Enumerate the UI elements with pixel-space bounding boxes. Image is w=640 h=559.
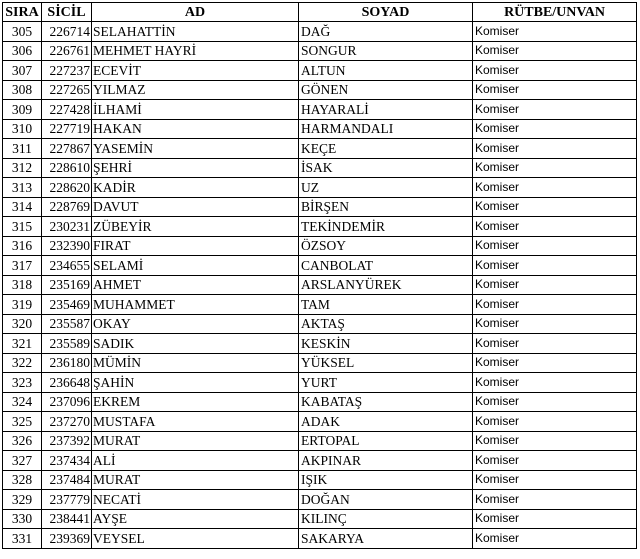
cell-rutbe: Komiser	[473, 509, 637, 529]
table-row	[3, 373, 637, 393]
cell-sicil: 237270	[42, 412, 92, 432]
cell-rutbe: Komiser	[473, 41, 637, 61]
cell-sira: 321	[3, 334, 42, 354]
cell-sira: 324	[3, 392, 42, 412]
cell-sira: 325	[3, 412, 42, 432]
cell-ad: EKREM	[92, 392, 299, 412]
cell-ad: FIRAT	[92, 236, 299, 256]
cell-rutbe: Komiser	[473, 178, 637, 198]
cell-soyad: DOĞAN	[299, 490, 473, 510]
cell-sicil: 236180	[42, 353, 92, 373]
cell-sicil: 239369	[42, 529, 92, 549]
cell-sicil: 230231	[42, 217, 92, 237]
table-row	[3, 470, 637, 490]
cell-sira: 314	[3, 197, 42, 217]
table-row	[3, 392, 637, 412]
personnel-list-sheet	[2, 2, 637, 549]
cell-sira: 329	[3, 490, 42, 510]
cell-ad: MURAT	[92, 470, 299, 490]
cell-rutbe: Komiser	[473, 119, 637, 139]
table-row	[3, 41, 637, 61]
cell-sira: 319	[3, 295, 42, 315]
cell-soyad: YURT	[299, 373, 473, 393]
cell-rutbe: Komiser	[473, 470, 637, 490]
cell-ad: VEYSEL	[92, 529, 299, 549]
cell-soyad: ÖZSOY	[299, 236, 473, 256]
cell-soyad: GÖNEN	[299, 80, 473, 100]
cell-ad: MEHMET HAYRİ	[92, 41, 299, 61]
cell-sira: 308	[3, 80, 42, 100]
cell-ad: SELAHATTİN	[92, 22, 299, 42]
table-row	[3, 217, 637, 237]
cell-sira: 322	[3, 353, 42, 373]
cell-rutbe: Komiser	[473, 139, 637, 159]
cell-sira: 317	[3, 256, 42, 276]
cell-rutbe: Komiser	[473, 392, 637, 412]
cell-soyad: AKPINAR	[299, 451, 473, 471]
table-row	[3, 334, 637, 354]
header-sicil: SİCİL	[42, 3, 92, 22]
cell-sicil: 226761	[42, 41, 92, 61]
cell-rutbe: Komiser	[473, 61, 637, 81]
cell-soyad: AKTAŞ	[299, 314, 473, 334]
cell-rutbe: Komiser	[473, 217, 637, 237]
cell-sira: 312	[3, 158, 42, 178]
cell-ad: ZÜBEYİR	[92, 217, 299, 237]
cell-soyad: DAĞ	[299, 22, 473, 42]
cell-soyad: SAKARYA	[299, 529, 473, 549]
cell-soyad: ADAK	[299, 412, 473, 432]
cell-soyad: TAM	[299, 295, 473, 315]
cell-rutbe: Komiser	[473, 100, 637, 120]
header-soyad: SOYAD	[299, 3, 473, 22]
cell-ad: DAVUT	[92, 197, 299, 217]
cell-ad: ECEVİT	[92, 61, 299, 81]
cell-sicil: 227265	[42, 80, 92, 100]
cell-rutbe: Komiser	[473, 197, 637, 217]
cell-sicil: 228610	[42, 158, 92, 178]
cell-rutbe: Komiser	[473, 275, 637, 295]
cell-ad: MUHAMMET	[92, 295, 299, 315]
cell-rutbe: Komiser	[473, 353, 637, 373]
table-row	[3, 431, 637, 451]
cell-rutbe: Komiser	[473, 295, 637, 315]
cell-sicil: 237484	[42, 470, 92, 490]
table-row	[3, 256, 637, 276]
cell-sicil: 237096	[42, 392, 92, 412]
cell-rutbe: Komiser	[473, 529, 637, 549]
cell-soyad: ARSLANYÜREK	[299, 275, 473, 295]
cell-rutbe: Komiser	[473, 80, 637, 100]
cell-ad: MÜMİN	[92, 353, 299, 373]
cell-sira: 331	[3, 529, 42, 549]
cell-sira: 305	[3, 22, 42, 42]
cell-rutbe: Komiser	[473, 22, 637, 42]
cell-sicil: 226714	[42, 22, 92, 42]
cell-ad: ALİ	[92, 451, 299, 471]
cell-sicil: 227867	[42, 139, 92, 159]
cell-sicil: 227428	[42, 100, 92, 120]
cell-ad: NECATİ	[92, 490, 299, 510]
cell-sira: 323	[3, 373, 42, 393]
table-row	[3, 295, 637, 315]
table-row	[3, 529, 637, 549]
cell-ad: İLHAMİ	[92, 100, 299, 120]
cell-sira: 306	[3, 41, 42, 61]
cell-rutbe: Komiser	[473, 158, 637, 178]
cell-ad: AHMET	[92, 275, 299, 295]
cell-soyad: CANBOLAT	[299, 256, 473, 276]
cell-sicil: 236648	[42, 373, 92, 393]
table-row	[3, 80, 637, 100]
cell-soyad: HARMANDALI	[299, 119, 473, 139]
header-row	[3, 3, 637, 22]
cell-soyad: KILINÇ	[299, 509, 473, 529]
cell-rutbe: Komiser	[473, 314, 637, 334]
table-row	[3, 451, 637, 471]
cell-rutbe: Komiser	[473, 451, 637, 471]
cell-sicil: 232390	[42, 236, 92, 256]
table-row	[3, 412, 637, 432]
cell-sira: 315	[3, 217, 42, 237]
cell-soyad: ERTOPAL	[299, 431, 473, 451]
cell-sicil: 235589	[42, 334, 92, 354]
cell-sicil: 235469	[42, 295, 92, 315]
table-row	[3, 100, 637, 120]
cell-ad: MUSTAFA	[92, 412, 299, 432]
table-row	[3, 22, 637, 42]
cell-sira: 310	[3, 119, 42, 139]
cell-sira: 318	[3, 275, 42, 295]
header-rutbe: RÜTBE/UNVAN	[473, 3, 637, 22]
cell-soyad: BİRŞEN	[299, 197, 473, 217]
cell-soyad: KEÇE	[299, 139, 473, 159]
cell-soyad: KABATAŞ	[299, 392, 473, 412]
table-row	[3, 353, 637, 373]
cell-sicil: 238441	[42, 509, 92, 529]
cell-rutbe: Komiser	[473, 412, 637, 432]
header-ad: AD	[92, 3, 299, 22]
cell-ad: KADİR	[92, 178, 299, 198]
table-row	[3, 236, 637, 256]
cell-soyad: HAYARALİ	[299, 100, 473, 120]
cell-ad: HAKAN	[92, 119, 299, 139]
cell-sira: 327	[3, 451, 42, 471]
table-row	[3, 275, 637, 295]
table-row	[3, 314, 637, 334]
cell-sira: 311	[3, 139, 42, 159]
cell-ad: SADIK	[92, 334, 299, 354]
table-row	[3, 139, 637, 159]
cell-rutbe: Komiser	[473, 236, 637, 256]
personnel-table	[2, 2, 637, 549]
cell-sira: 320	[3, 314, 42, 334]
cell-sira: 326	[3, 431, 42, 451]
cell-ad: ŞAHİN	[92, 373, 299, 393]
cell-rutbe: Komiser	[473, 431, 637, 451]
cell-ad: YILMAZ	[92, 80, 299, 100]
cell-rutbe: Komiser	[473, 334, 637, 354]
cell-sicil: 237434	[42, 451, 92, 471]
cell-sira: 313	[3, 178, 42, 198]
cell-ad: ŞEHRİ	[92, 158, 299, 178]
cell-rutbe: Komiser	[473, 490, 637, 510]
cell-soyad: UZ	[299, 178, 473, 198]
cell-sira: 316	[3, 236, 42, 256]
table-row	[3, 61, 637, 81]
cell-soyad: KESKİN	[299, 334, 473, 354]
cell-sicil: 237392	[42, 431, 92, 451]
table-row	[3, 119, 637, 139]
cell-ad: MURAT	[92, 431, 299, 451]
cell-sira: 330	[3, 509, 42, 529]
table-row	[3, 178, 637, 198]
header-sira: SIRA	[3, 3, 42, 22]
cell-soyad: TEKİNDEMİR	[299, 217, 473, 237]
table-row	[3, 490, 637, 510]
cell-ad: SELAMİ	[92, 256, 299, 276]
cell-rutbe: Komiser	[473, 373, 637, 393]
cell-ad: YASEMİN	[92, 139, 299, 159]
table-row	[3, 158, 637, 178]
table-row	[3, 509, 637, 529]
cell-soyad: ALTUN	[299, 61, 473, 81]
cell-soyad: YÜKSEL	[299, 353, 473, 373]
cell-soyad: IŞIK	[299, 470, 473, 490]
cell-sicil: 237779	[42, 490, 92, 510]
cell-sicil: 235587	[42, 314, 92, 334]
cell-rutbe: Komiser	[473, 256, 637, 276]
cell-sira: 307	[3, 61, 42, 81]
cell-ad: AYŞE	[92, 509, 299, 529]
cell-sicil: 227237	[42, 61, 92, 81]
cell-soyad: SONGUR	[299, 41, 473, 61]
cell-sicil: 228620	[42, 178, 92, 198]
table-row	[3, 197, 637, 217]
cell-sicil: 228769	[42, 197, 92, 217]
cell-sira: 328	[3, 470, 42, 490]
cell-ad: OKAY	[92, 314, 299, 334]
cell-soyad: İSAK	[299, 158, 473, 178]
cell-sira: 309	[3, 100, 42, 120]
cell-sicil: 234655	[42, 256, 92, 276]
cell-sicil: 227719	[42, 119, 92, 139]
cell-sicil: 235169	[42, 275, 92, 295]
